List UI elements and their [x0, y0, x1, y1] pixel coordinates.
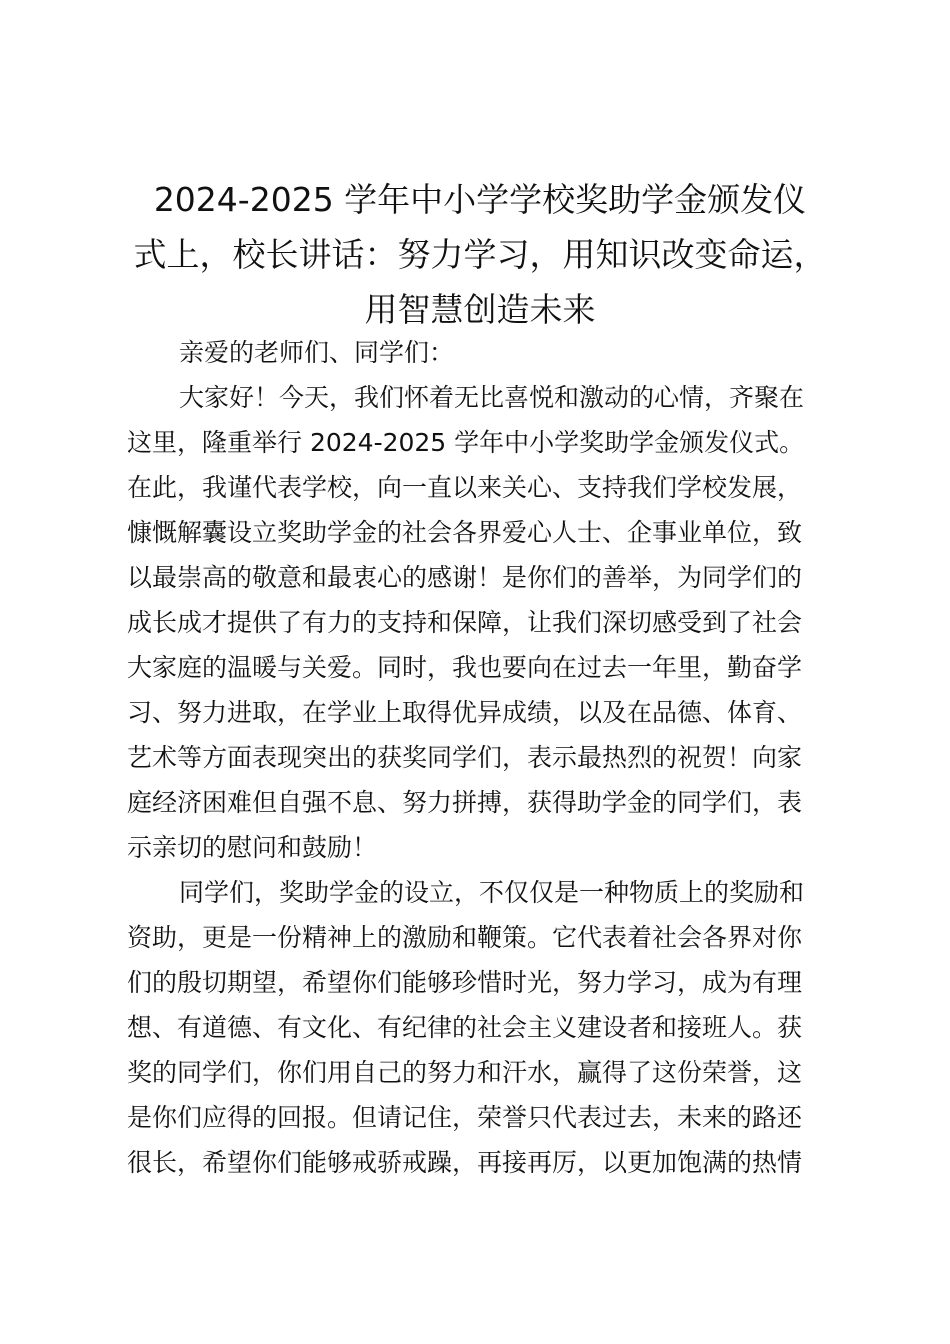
- title-line: 用智慧创造未来: [364, 290, 596, 329]
- paragraph-line: 很长，希望你们能够戒骄戒躁，再接再厉，以更加饱满的热情: [127, 1148, 803, 1177]
- paragraph-line: 庭经济困难但自强不息、努力拼搏，获得助学金的同学们，表: [127, 788, 803, 817]
- paragraph-line: 艺术等方面表现突出的获奖同学们，表示最热烈的祝贺！向家: [127, 743, 803, 772]
- paragraph-line: 习、努力进取，在学业上取得优异成绩，以及在品德、体育、: [127, 698, 803, 727]
- paragraph-line: 示亲切的慰问和鼓励！: [127, 833, 378, 862]
- title-line: 2024-2025 学年中小学学校奖助学金颁发仪: [153, 180, 807, 219]
- paragraph-line: 以最崇高的敬意和最衷心的感谢！是你们的善举，为同学们的: [127, 563, 803, 592]
- paragraph-line: 在此，我谨代表学校，向一直以来关心、支持我们学校发展，: [127, 473, 803, 502]
- paragraph-line: 大家庭的温暖与关爱。同时，我也要向在过去一年里，勤奋学: [127, 653, 803, 682]
- paragraph-line: 同学们，奖助学金的设立，不仅仅是一种物质上的奖励和: [179, 878, 805, 907]
- title-line: 式上，校长讲话：努力学习，用知识改变命运，: [133, 235, 827, 274]
- paragraph-line: 大家好！今天，我们怀着无比喜悦和激动的心情，齐聚在: [179, 383, 805, 412]
- salutation: 亲爱的老师们、同学们：: [179, 338, 455, 367]
- document-title: [120, 172, 840, 337]
- document-body: [127, 330, 837, 1185]
- paragraph-line: 是你们应得的回报。但请记住，荣誉只代表过去，未来的路还: [127, 1103, 803, 1132]
- paragraph-line: 这里，隆重举行 2024-2025 学年中小学奖助学金颁发仪式。: [127, 428, 805, 457]
- paragraph-line: 慷慨解囊设立奖助学金的社会各界爱心人士、企事业单位，致: [127, 518, 803, 547]
- paragraph-line: 奖的同学们，你们用自己的努力和汗水，赢得了这份荣誉，这: [127, 1058, 803, 1087]
- paragraph-line: 资助，更是一份精神上的激励和鞭策。它代表着社会各界对你: [127, 923, 803, 952]
- paragraph-line: 成长成才提供了有力的支持和保障，让我们深切感受到了社会: [127, 608, 803, 637]
- paragraph-line: 想、有道德、有文化、有纪律的社会主义建设者和接班人。获: [127, 1013, 803, 1042]
- paragraph-line: 们的殷切期望，希望你们能够珍惜时光，努力学习，成为有理: [127, 968, 803, 997]
